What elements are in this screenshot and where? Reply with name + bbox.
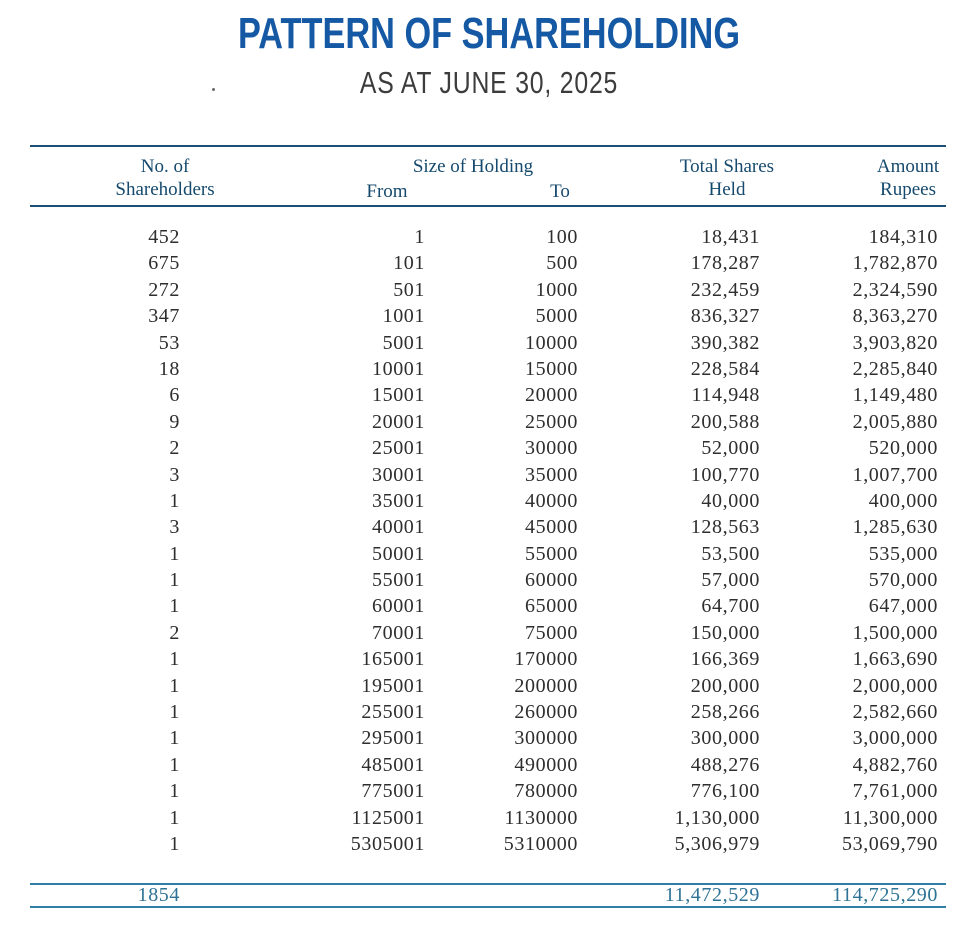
cell-to: 300000 — [514, 727, 578, 750]
table-row — [0, 620, 978, 646]
cell-to: 5000 — [535, 305, 578, 328]
cell-amount: 2,324,590 — [852, 278, 938, 301]
cell-amount: 570,000 — [868, 569, 938, 592]
cell-shareholders: 3 — [169, 516, 180, 539]
cell-amount: 2,285,840 — [852, 357, 938, 380]
col-header-amount: Amount — [876, 156, 940, 177]
table-row — [0, 409, 978, 435]
cell-shares: 488,276 — [690, 753, 760, 776]
table-row — [0, 356, 978, 382]
cell-amount: 3,000,000 — [852, 727, 938, 750]
table-rows — [0, 224, 978, 857]
cell-to: 260000 — [514, 701, 578, 724]
table-row — [0, 330, 978, 356]
cell-shares: 232,459 — [690, 278, 760, 301]
cell-amount: 2,000,000 — [852, 674, 938, 697]
cell-shareholders: 1 — [169, 806, 180, 829]
cell-shares: 100,770 — [690, 463, 760, 486]
cell-amount: 4,882,760 — [852, 753, 938, 776]
cell-to: 45000 — [525, 516, 578, 539]
cell-to: 1130000 — [504, 806, 578, 829]
cell-to: 10000 — [525, 331, 578, 354]
table-row — [0, 805, 978, 831]
cell-from: 165001 — [361, 648, 425, 671]
cell-from: 1125001 — [351, 806, 425, 829]
cell-shares: 166,369 — [690, 648, 760, 671]
cell-shareholders: 53 — [158, 331, 180, 354]
total-row — [0, 884, 978, 907]
cell-shares: 53,500 — [701, 542, 760, 565]
cell-amount: 3,903,820 — [852, 331, 938, 354]
cell-shareholders: 1 — [169, 648, 180, 671]
cell-to: 490000 — [514, 753, 578, 776]
cell-amount: 2,005,880 — [852, 410, 938, 433]
cell-from: 501 — [393, 278, 425, 301]
cell-shares: 150,000 — [690, 621, 760, 644]
cell-amount: 535,000 — [868, 542, 938, 565]
table-row — [0, 382, 978, 408]
cell-amount: 8,363,270 — [852, 305, 938, 328]
cell-shares: 64,700 — [701, 595, 760, 618]
cell-amount: 647,000 — [868, 595, 938, 618]
cell-to: 500 — [546, 252, 578, 275]
table-row — [0, 514, 978, 540]
cell-shareholders: 1 — [169, 569, 180, 592]
cell-from: 1001 — [382, 305, 425, 328]
table-row — [0, 752, 978, 778]
cell-to: 780000 — [514, 780, 578, 803]
cell-to: 55000 — [525, 542, 578, 565]
cell-shareholders: 3 — [169, 463, 180, 486]
cell-from: 5305001 — [350, 832, 425, 855]
table-row — [0, 277, 978, 303]
table-row — [0, 725, 978, 751]
cell-from: 295001 — [361, 727, 425, 750]
total-bottom-rule — [30, 906, 946, 908]
cell-from: 485001 — [361, 753, 425, 776]
cell-to: 15000 — [525, 357, 578, 380]
cell-shares: 52,000 — [701, 437, 760, 460]
table-row — [0, 541, 978, 567]
cell-to: 30000 — [525, 437, 578, 460]
cell-shareholders: 347 — [148, 305, 180, 328]
cell-shareholders: 2 — [169, 437, 180, 460]
cell-shareholders: 1 — [169, 753, 180, 776]
cell-amount: 1,500,000 — [852, 621, 938, 644]
cell-from: 30001 — [372, 463, 425, 486]
col-header-to: To — [550, 181, 570, 202]
page-subtitle: AS AT JUNE 30, 2025 — [359, 65, 619, 100]
cell-shares: 40,000 — [701, 489, 760, 512]
cell-shares: 300,000 — [690, 727, 760, 750]
table-row — [0, 673, 978, 699]
cell-amount: 520,000 — [868, 437, 938, 460]
cell-amount: 2,582,660 — [852, 701, 938, 724]
cell-shares: 228,584 — [690, 357, 760, 380]
col-header-no-of: No. of — [140, 156, 190, 177]
cell-shares: 128,563 — [690, 516, 760, 539]
cell-from: 5001 — [382, 331, 425, 354]
cell-amount: 184,310 — [868, 226, 938, 248]
cell-shareholders: 1 — [169, 489, 180, 512]
cell-from: 101 — [393, 252, 425, 275]
cell-shareholders: 1 — [169, 727, 180, 750]
cell-shares: 390,382 — [690, 331, 760, 354]
cell-shareholders: 675 — [148, 252, 180, 275]
cell-amount: 1,007,700 — [852, 463, 938, 486]
table-row — [0, 462, 978, 488]
cell-shareholders: 1 — [169, 832, 180, 855]
cell-amount: 1,663,690 — [852, 648, 938, 671]
cell-from: 775001 — [361, 780, 425, 803]
col-header-rupees: Rupees — [880, 179, 936, 200]
total-amount: 114,725,290 — [832, 884, 938, 906]
cell-amount: 7,761,000 — [852, 780, 938, 803]
cell-to: 25000 — [525, 410, 578, 433]
cell-shares: 258,266 — [690, 701, 760, 724]
cell-to: 35000 — [525, 463, 578, 486]
cell-from: 35001 — [372, 489, 425, 512]
cell-to: 75000 — [525, 621, 578, 644]
cell-from: 25001 — [372, 437, 425, 460]
cell-from: 70001 — [372, 621, 425, 644]
cell-to: 170000 — [514, 648, 578, 671]
page-title: PATTERN OF SHAREHOLDING — [237, 9, 741, 58]
col-header-from: From — [366, 181, 408, 202]
cell-to: 40000 — [525, 489, 578, 512]
cell-shares: 178,287 — [690, 252, 760, 275]
cell-shareholders: 9 — [169, 410, 180, 433]
cell-amount: 400,000 — [868, 489, 938, 512]
cell-shares: 776,100 — [690, 780, 760, 803]
cell-from: 50001 — [372, 542, 425, 565]
cell-to: 60000 — [525, 569, 578, 592]
cell-amount: 1,782,870 — [852, 252, 938, 275]
cell-shareholders: 272 — [148, 278, 180, 301]
cell-from: 10001 — [372, 357, 425, 380]
cell-amount: 53,069,790 — [842, 832, 938, 855]
cell-to: 1000 — [535, 278, 578, 301]
col-header-held: Held — [708, 179, 746, 200]
table-row — [0, 303, 978, 329]
total-shares: 11,472,529 — [664, 884, 760, 906]
table-top-rule — [30, 145, 946, 147]
table-row — [0, 646, 978, 672]
cell-shares: 200,000 — [690, 674, 760, 697]
table-row — [0, 488, 978, 514]
header-bottom-rule — [30, 205, 946, 207]
cell-amount: 1,285,630 — [852, 516, 938, 539]
table-row — [0, 593, 978, 619]
cell-shareholders: 1 — [169, 542, 180, 565]
cell-shares: 836,327 — [690, 305, 760, 328]
table-row — [0, 435, 978, 461]
total-shareholders: 1854 — [137, 884, 180, 906]
cell-from: 40001 — [372, 516, 425, 539]
cell-amount: 11,300,000 — [842, 806, 938, 829]
cell-shares: 1,130,000 — [674, 806, 760, 829]
cell-shares: 200,588 — [690, 410, 760, 433]
cell-to: 20000 — [525, 384, 578, 407]
cell-from: 15001 — [372, 384, 425, 407]
table-row — [0, 567, 978, 593]
cell-to: 200000 — [514, 674, 578, 697]
cell-amount: 1,149,480 — [852, 384, 938, 407]
cell-shareholders: 1 — [169, 595, 180, 618]
cell-shares: 57,000 — [701, 569, 760, 592]
cell-from: 1 — [414, 226, 425, 248]
cell-shareholders: 18 — [158, 357, 180, 380]
cell-to: 5310000 — [503, 832, 578, 855]
cell-shareholders: 1 — [169, 701, 180, 724]
cell-shareholders: 2 — [169, 621, 180, 644]
cell-to: 65000 — [525, 595, 578, 618]
table-row — [0, 778, 978, 804]
cell-shareholders: 1 — [169, 674, 180, 697]
cell-shareholders: 6 — [169, 384, 180, 407]
cell-shareholders: 452 — [148, 226, 180, 248]
cell-shares: 18,431 — [701, 226, 760, 248]
table-row — [0, 831, 978, 857]
cell-to: 100 — [546, 226, 578, 248]
table-row — [0, 250, 978, 276]
col-header-size-of-holding: Size of Holding — [412, 156, 534, 177]
table-row — [0, 224, 978, 250]
col-header-shareholders: Shareholders — [115, 179, 215, 200]
cell-from: 20001 — [372, 410, 425, 433]
col-header-total-shares: Total Shares — [679, 156, 775, 177]
cell-from: 255001 — [361, 701, 425, 724]
cell-from: 195001 — [361, 674, 425, 697]
cell-from: 55001 — [372, 569, 425, 592]
cell-shares: 114,948 — [691, 384, 760, 407]
cell-shares: 5,306,979 — [674, 832, 760, 855]
cell-from: 60001 — [372, 595, 425, 618]
table-row — [0, 699, 978, 725]
dot-artifact — [212, 88, 215, 91]
cell-shareholders: 1 — [169, 780, 180, 803]
